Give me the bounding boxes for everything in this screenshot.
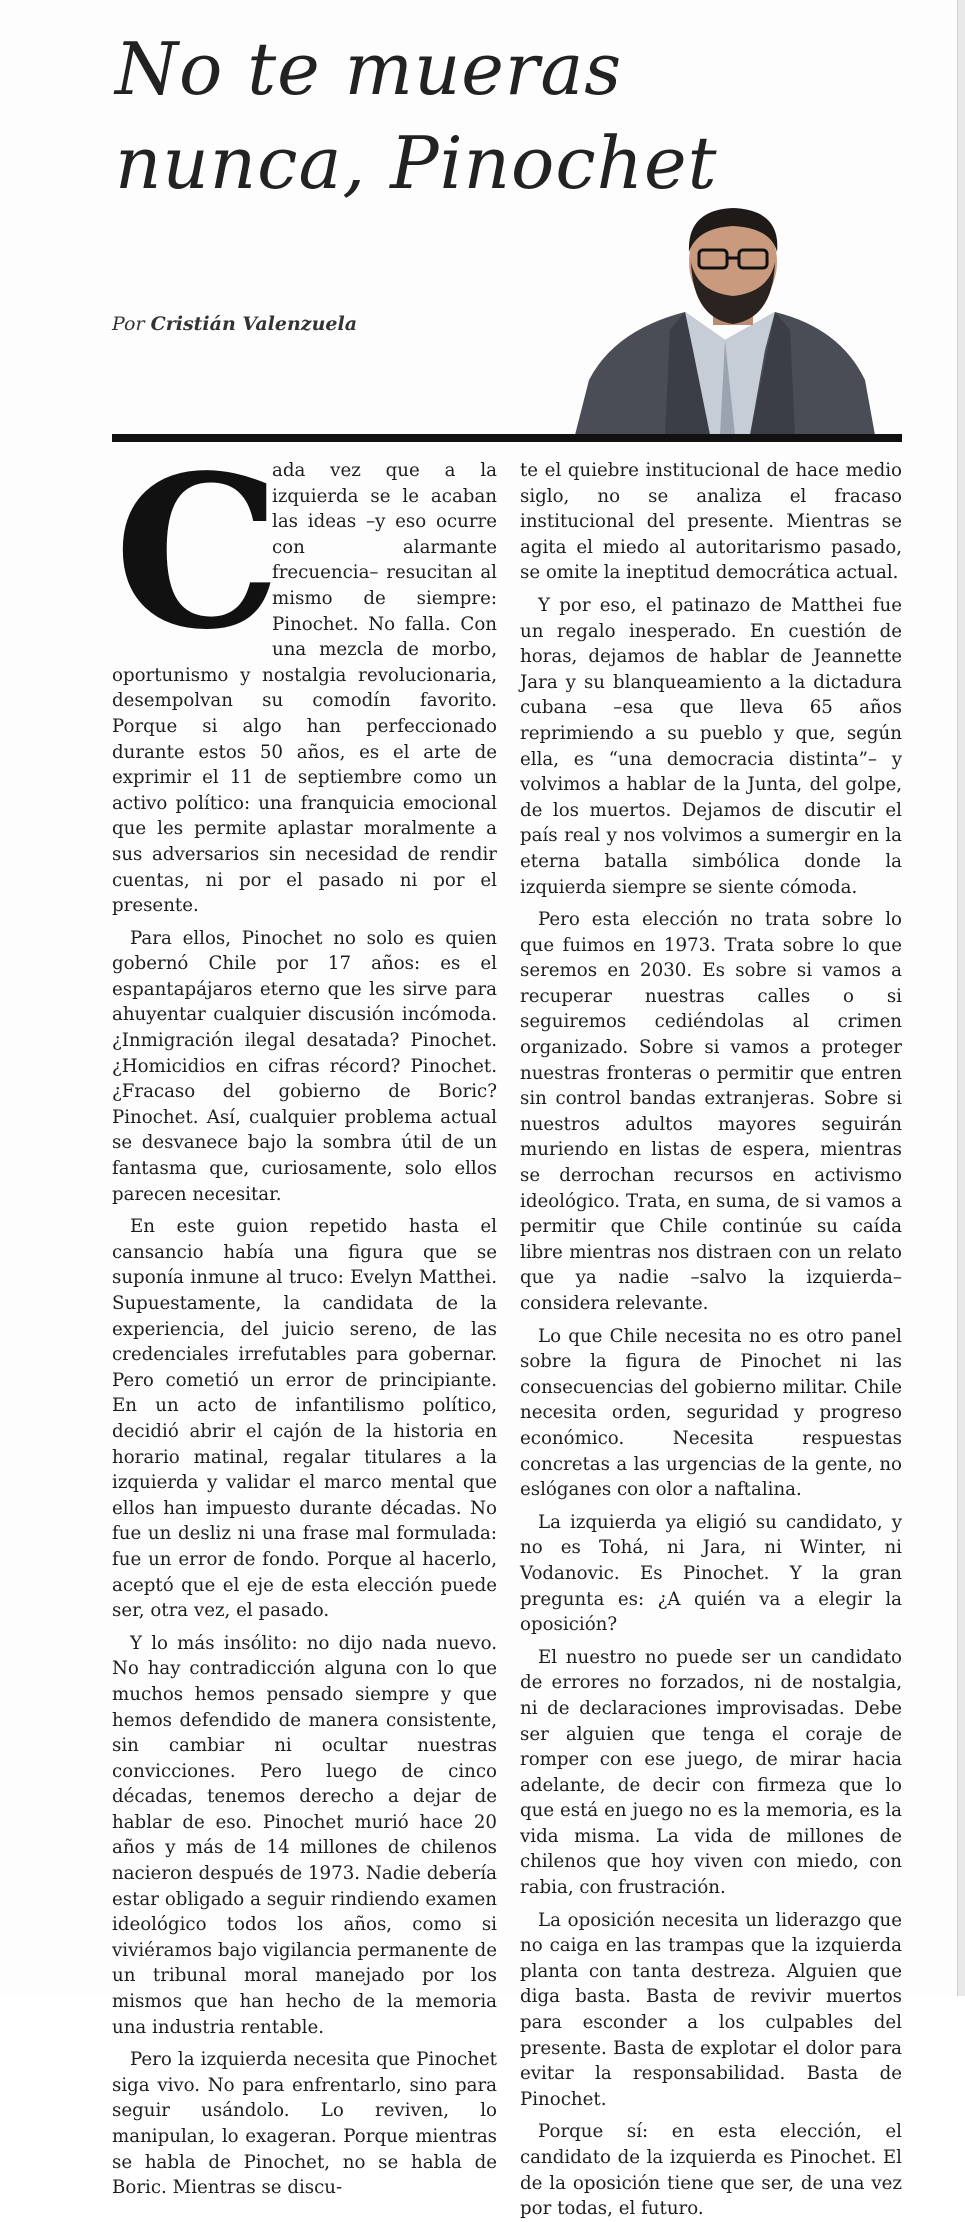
byline-prefix: Por bbox=[112, 313, 145, 335]
article-column-1 bbox=[112, 429, 497, 2201]
paragraph: Pero esta elección no trata sobre lo que fuimos en 1973. Trata sobre lo que seremos en 2030. Es sobre si vamos a recuperar nuestras calles o si seguiremos cediéndolas al crimen organizado. Sobre si vamos a proteger nuestras fronteras o permitir que entren sin control bandas extranjeras. Sobre si nuestros adultos mayores seguirán muriendo en listas de espera, mientras se derrochan recursos en activismo ideológico. Trata, en suma, de si vamos a permitir que Chile continúe su caída libre mientras nos distraen con un relato que ya nadie –salvo la izquierda– considera relevante. bbox=[520, 909, 902, 1314]
paragraph: Porque sí: en esta elección, el candidato de la izquierda es Pinochet. El de la oposición tiene que ser, de una vez por todas, el futuro. bbox=[520, 2121, 902, 2220]
headline-line-2: nunca, Pinochet bbox=[115, 121, 718, 205]
paragraph: Lo que Chile necesita no es otro panel sobre la figura de Pinochet ni las consecuencias del gobierno militar. Chile necesita orden, seguridad y progreso económico. Necesita respuestas concretas a las urgencias de la gente, no eslóganes con olor a naftalina. bbox=[520, 1325, 902, 1501]
byline-author: Cristián Valenzuela bbox=[150, 313, 358, 335]
paragraph: El nuestro no puede ser un candidato de errores no forzados, ni de nostalgia, ni de declaraciones improvisadas. Debe ser alguien que tenga el coraje de romper con ese juego, de mirar hacia adelante, de decir con firmeza que lo que está en juego no es la memoria, es la vida misma. La vida de millones de chilenos que hoy viven con miedo, con rabia, con frustración. bbox=[520, 1646, 902, 1899]
paragraph-text: ada vez que a la izquierda se le acaban las ideas –y eso ocurre con alarmante frecuencia– resucitan al mismo de siempre: Pinochet. No falla. Con una mezcla de morbo, oportunismo y nostalgia revolucionaria, desempolvan su comodín favorito. Porque si algo han perfeccionado durante estos 50 años, es el arte de exprimir el 11 de septiembre como un activo político: una franquicia emocional que les permite aplastar moralmente a sus adversarios sin necesidad de rendir cuentas, ni por el pasado ni por el presente. bbox=[112, 460, 497, 917]
drop-cap bbox=[112, 429, 282, 676]
author-portrait bbox=[575, 200, 885, 435]
headline bbox=[115, 22, 735, 210]
paragraph: te el quiebre institucional de hace medio siglo, no se analiza el fracaso institucional del presente. Mientras se agita el miedo al autoritarismo pasado, se omite la ineptitud democrática actual. bbox=[520, 460, 902, 584]
paragraph: Pero la izquierda necesita que Pinochet siga vivo. No para enfrentarlo, sino para seguir usándolo. Lo reviven, lo manipulan, lo exageran. Porque mientras se habla de Pinochet, no se habla de Boric. Mientras se discu- bbox=[112, 2049, 497, 2199]
paragraph bbox=[112, 429, 497, 919]
paragraph: Y por eso, el patinazo de Matthei fue un regalo inesperado. En cuestión de horas, dejamos de hablar de Jeannette Jara y su blanqueamiento a la dictadura cubana –esa que lleva 65 años reprimiendo a su pueblo y que, según ella, es “una democracia distinta”– y volvimos a hablar de la Junta, del golpe, de los muertos. Dejamos de discutir el país real y nos volvimos a sumergir en la eterna batalla simbólica donde la izquierda siempre se siente cómoda. bbox=[520, 594, 902, 898]
paragraph: La oposición necesita un liderazgo que no caiga en las trampas que la izquierda planta con tanta destreza. Alguien que diga basta. Basta de revivir muertos para esconder a los culpables del presente. Basta de explotar el dolor para evitar la responsabilidad. Basta de Pinochet. bbox=[520, 1909, 902, 2110]
article-column-2 bbox=[520, 458, 902, 2222]
paragraph: Y lo más insólito: no dijo nada nuevo. No hay contradicción alguna con lo que muchos hemos pensado siempre y que hemos defendido de manera consistente, sin cambiar ni ocultar nuestras convicciones. Pero luego de cinco décadas, tenemos derecho a dejar de hablar de eso. Pinochet murió hace 20 años y más de 14 millones de chilenos nacieron después de 1973. Nadie debería estar obligado a seguir rindiendo examen ideológico todos los años, como si viviéramos bajo vigilancia permanente de un tribunal moral manejado por los mismos que han hecho de la memoria una industria rentable. bbox=[112, 1632, 497, 2038]
paragraph: La izquierda ya eligió su candidato, y no es Tohá, ni Jara, ni Winter, ni Vodanovic. Es Pinochet. Y la gran pregunta es: ¿A quién va a elegir la oposición? bbox=[520, 1511, 902, 1636]
page-edge bbox=[957, 0, 965, 1996]
paragraph: En este guion repetido hasta el cansancio había una figura que se suponía inmune al truco: Evelyn Matthei. Supuestamente, la candidata de la experiencia, del juicio sereno, de las credenciales irrefutables para gobernar. Pero cometió un error de principiante. En un acto de infantilismo político, decidió abrir el cajón de la historia en horario matinal, regalar titulares a la izquierda y validar el marco mental que ellos han impuesto durante décadas. No fue un desliz ni una frase mal formulada: fue un error de fondo. Porque al hacerlo, aceptó que el eje de esta elección puede ser, otra vez, el pasado. bbox=[112, 1216, 497, 1622]
paragraph: Para ellos, Pinochet no solo es quien gobernó Chile por 17 años: es el espantapájaros eterno que les sirve para ahuyentar cualquier discusión incómoda. ¿Inmigración ilegal desatada? Pinochet. ¿Homicidios en cifras récord? Pinochet. ¿Fracaso del gobierno de Boric? Pinochet. Así, cualquier problema actual se desvanece bajo la sombra útil de un fantasma que, curiosamente, solo ellos parecen necesitar. bbox=[112, 927, 497, 1205]
svg-text:C: C bbox=[114, 429, 282, 676]
headline-line-1: No te mueras bbox=[115, 27, 623, 111]
byline bbox=[112, 313, 357, 335]
